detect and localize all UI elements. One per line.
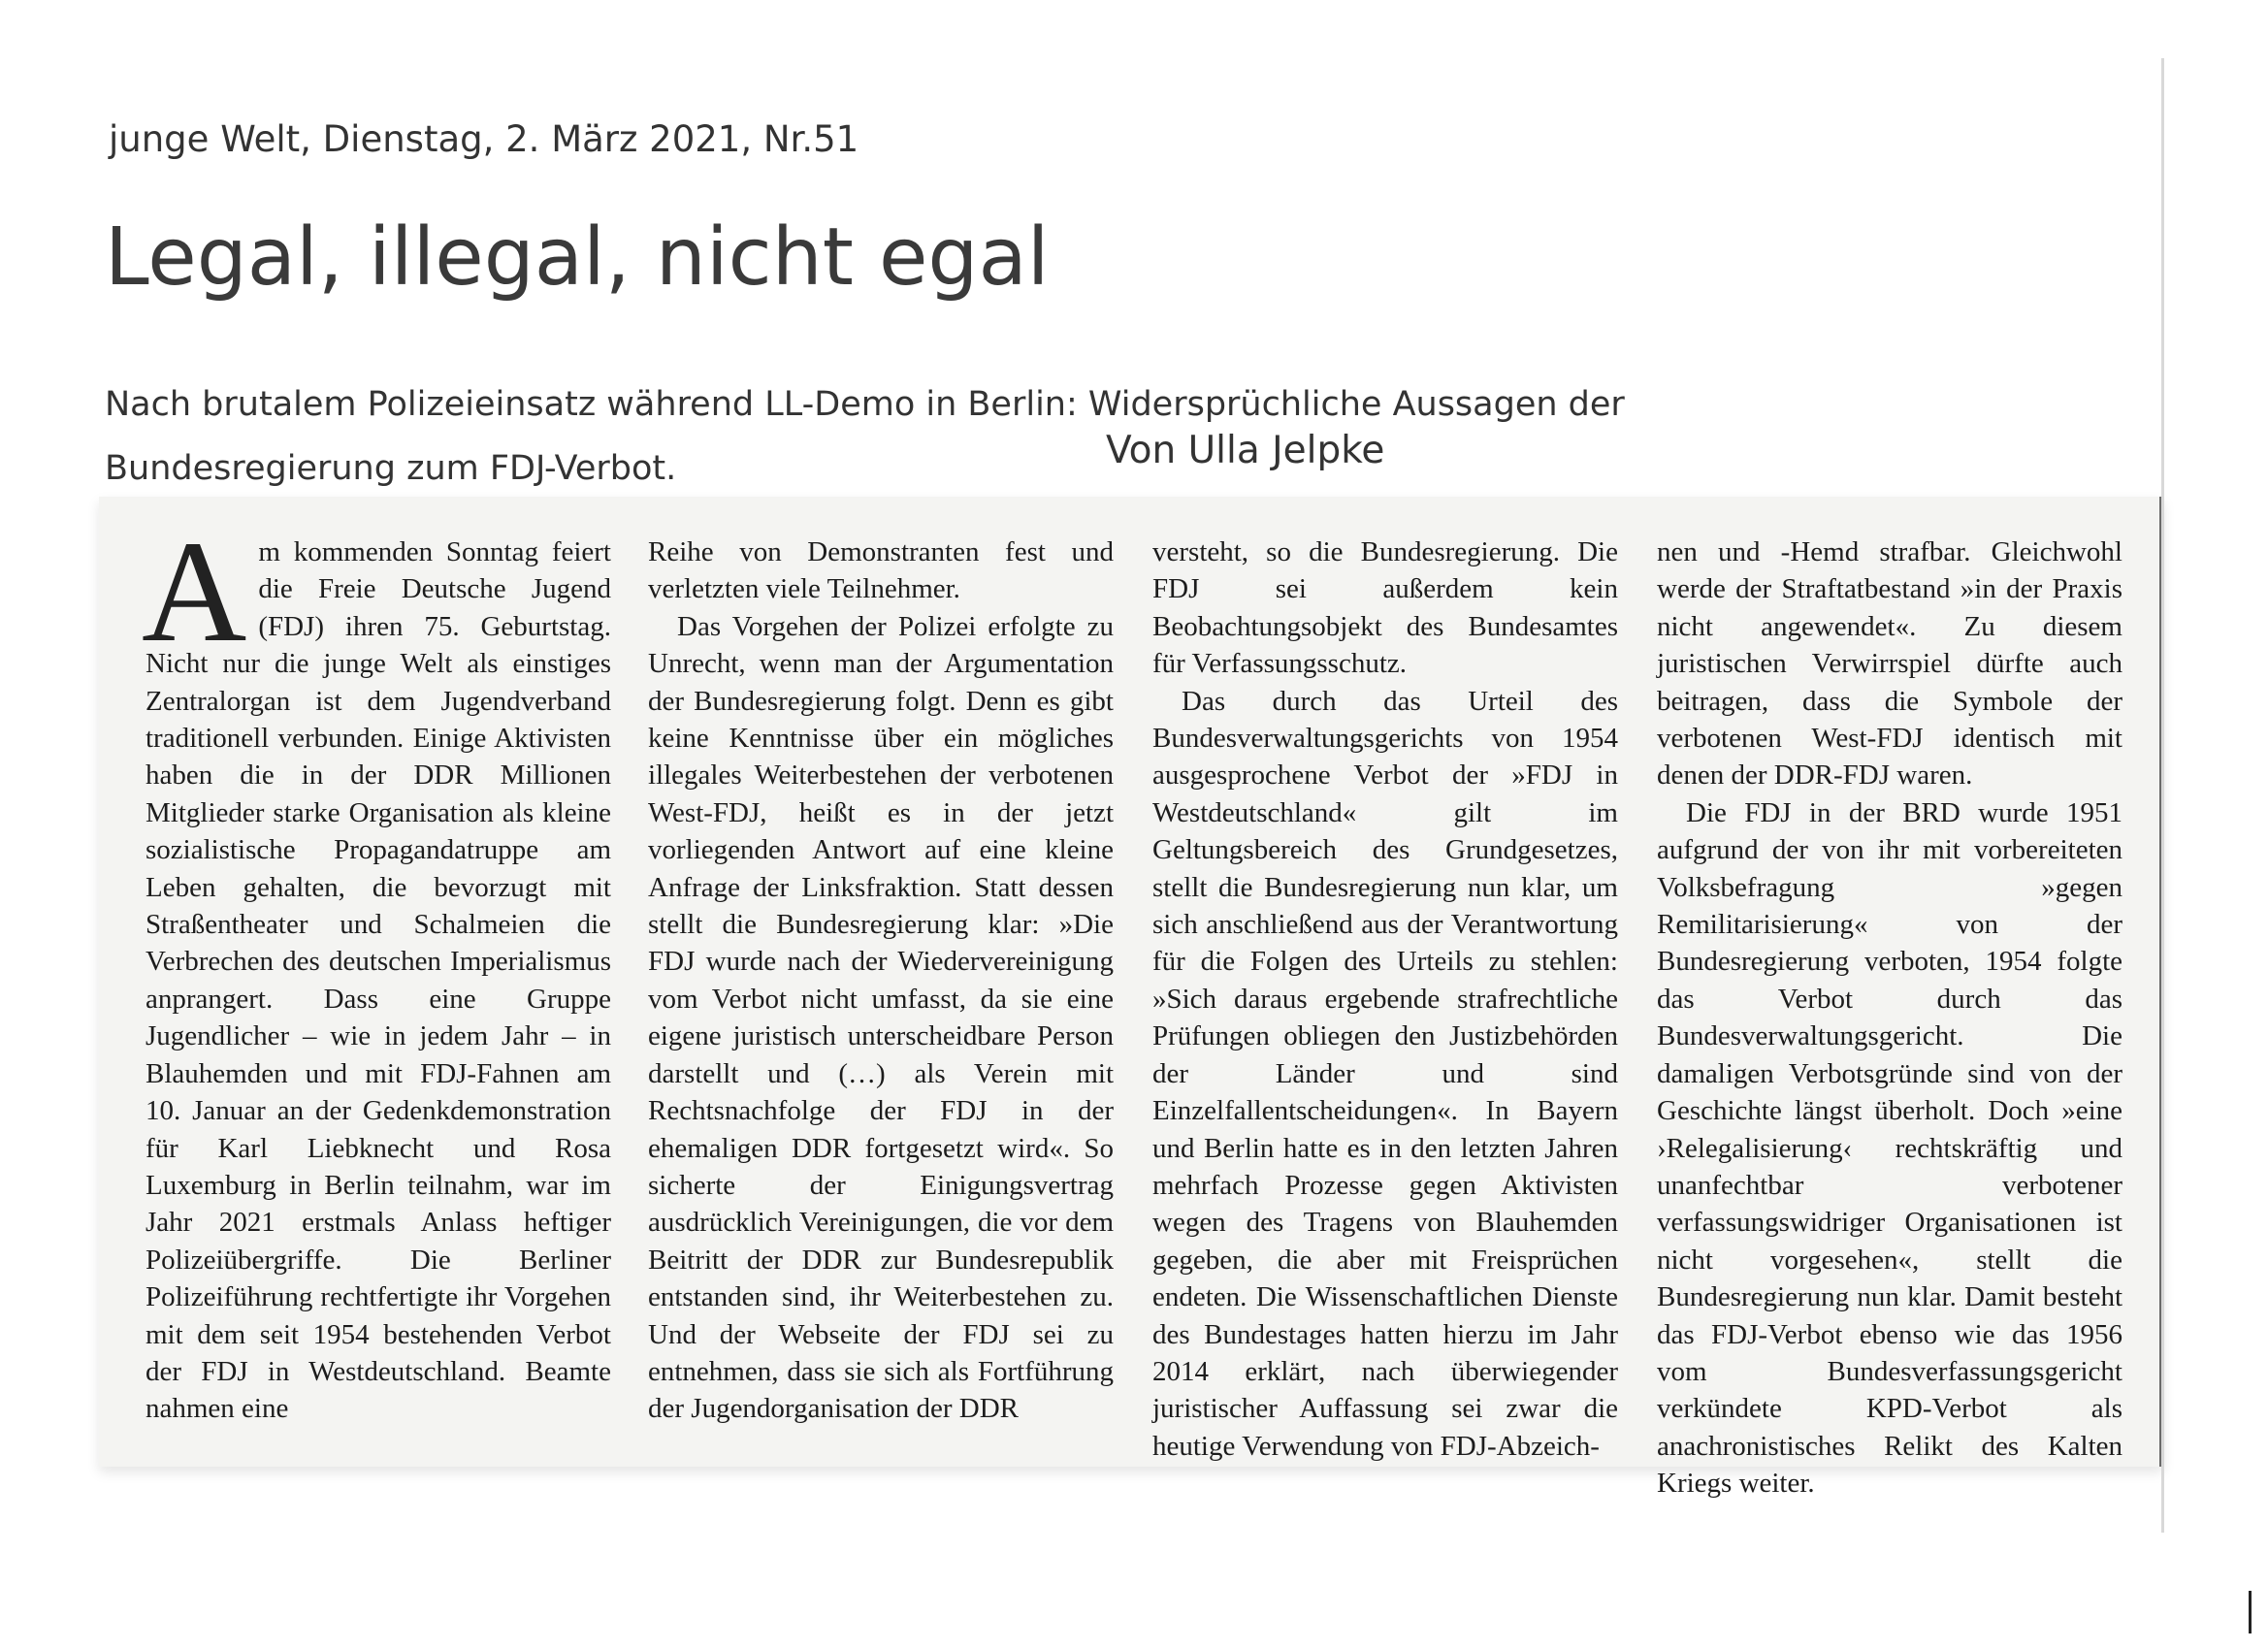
byline: Von Ulla Jelpke xyxy=(1106,429,1385,472)
article-clipping xyxy=(99,497,2163,1500)
article-paragraph: Das Vorgehen der Polizei erfolgte zu Unrecht, wenn man der Argumentation der Bundesregierung folgt. Denn es gibt keine Kenntnisse über ein mögliches illegales Weiterbestehen der verbotenen West-FDJ, heißt es in der jetzt vorliegenden Antwort auf eine kleine Anfrage der Linksfraktion. Statt dessen stellt die Bundesregierung klar: »Die FDJ wurde nach der Wiedervereinigung vom Verbot nicht umfasst, da sie eine eigene juristisch unterscheidbare Person darstellt und (…) als Verein mit Rechtsnachfolge der FDJ in der ehemaligen DDR fortgesetzt wird«. So sicherte der Einigungsvertrag ausdrücklich Vereinigungen, die vor dem Beitritt der DDR zur Bundesrepublik entstanden sind, ihr Weiterbestehen zu. Und der Webseite der FDJ sei zu entnehmen, dass sie sich als Fortführung der Jugendorganisation der DDR xyxy=(648,610,1114,1425)
paragraph-text: m kommenden Sonntag feiert die Freie Deutsche Jugend (FDJ) ihren 75. Geburtstag. Nicht nur die junge Welt als einstiges Zentralorgan ist dem Jugendverband traditionell verbunden. Einige Aktivisten haben die in der DDR Millionen Mitglieder starke Organisation als kleine sozialistische Propagandatruppe am Leben gehalten, die bevorzugt mit Straßentheater und Schalmeien die Verbrechen des deutschen Imperialismus anprangert. Dass eine Gruppe Jugendlicher – wie in jedem Jahr – in Blauhemden und mit FDJ-Fahnen am 10. Januar an der Gedenkdemonstration für Karl Liebknecht und Rosa Luxemburg in Berlin teilnahm, war im Jahr 2021 erstmals Anlass heftiger Polizeiübergriffe. Die Berliner Polizeiführung rechtfertigte ihr Vorgehen mit dem seit 1954 bestehenden Verbot der FDJ in Westdeutschland. Beamte nahmen eine xyxy=(146,536,611,1425)
article-column-3 xyxy=(1152,534,1618,1465)
article-paragraph xyxy=(142,511,611,1428)
page-mark xyxy=(2249,1591,2252,1633)
scan-edge xyxy=(2161,58,2164,1533)
article-column-4 xyxy=(1657,534,2122,1503)
article-column-2 xyxy=(648,534,1114,1428)
article-paragraph: Die FDJ in der BRD wurde 1951 aufgrund der von ihr mit vorbereiteten Volksbefragung »gegen Remilitarisierung« von der Bundesregierung verboten, 1954 folgte das Verbot durch das Bundesverwaltungsgericht. Die damaligen Verbotsgründe sind von der Geschichte längst überholt. Doch »eine ›Relegalisierung‹ rechtskräftig und unanfechtbar verbotener verfassungswidriger Organisationen ist nicht vorgesehen«, stellt die Bundesregierung nun klar. Damit besteht das FDJ-Verbot ebenso wie das 1956 vom Bundesverfassungsgericht verkündete KPD-Verbot als anachronistisches Relikt des Kalten Kriegs weiter. xyxy=(1657,796,2122,1500)
source-line: junge Welt, Dienstag, 2. März 2021, Nr.51 xyxy=(109,118,859,160)
article-column-1 xyxy=(142,511,611,1428)
article-paragraph: versteht, so die Bundesregierung. Die FDJ sei außerdem kein Beobachtungsobjekt des Bundesamtes für Verfassungsschutz. xyxy=(1152,536,1618,680)
article-paragraph: Das durch das Urteil des Bundesverwaltungsgerichts von 1954 ausgesprochene Verbot der »FDJ in Westdeutschland« gilt im Geltungsbereich des Grundgesetzes, stellt die Bundesregierung nun klar, um sich anschließend aus der Verantwortung für die Folgen des Urteils zu stehlen: »Sich daraus ergebende strafrechtliche Prüfungen obliegen den Justizbehörden der Länder und sind Einzelfallentscheidungen«. In Bayern und Berlin hatte es in den letzten Jahren mehrfach Prozesse gegen Aktivisten wegen des Tragens von Blauhemden gegeben, die aber mit Freisprüchen endeten. Die Wissenschaftlichen Dienste des Bundestages hatten hierzu im Jahr 2014 erklärt, nach überwiegender juristischer Auffassung sei zwar die heutige Verwendung von FDJ-Abzeich- xyxy=(1152,685,1618,1462)
drop-cap: A xyxy=(142,511,247,672)
headline: Legal, illegal, nicht egal xyxy=(105,211,1050,304)
subtitle: Nach brutalem Polizeieinsatz während LL-Demo in Berlin: Widersprüchliche Aussagen der Bundesregierung zum FDJ-Verbot. xyxy=(105,385,1625,488)
article-paragraph: nen und -Hemd strafbar. Gleichwohl werde der Straftatbestand »in der Praxis nicht angewendet«. Zu diesem juristischen Verwirrspiel dürfte auch beitragen, dass die Symbole der verbotenen West-FDJ identisch mit denen der DDR-FDJ waren. xyxy=(1657,536,2122,792)
article-paragraph: Reihe von Demonstranten fest und verletzten viele Teilnehmer. xyxy=(648,536,1114,605)
